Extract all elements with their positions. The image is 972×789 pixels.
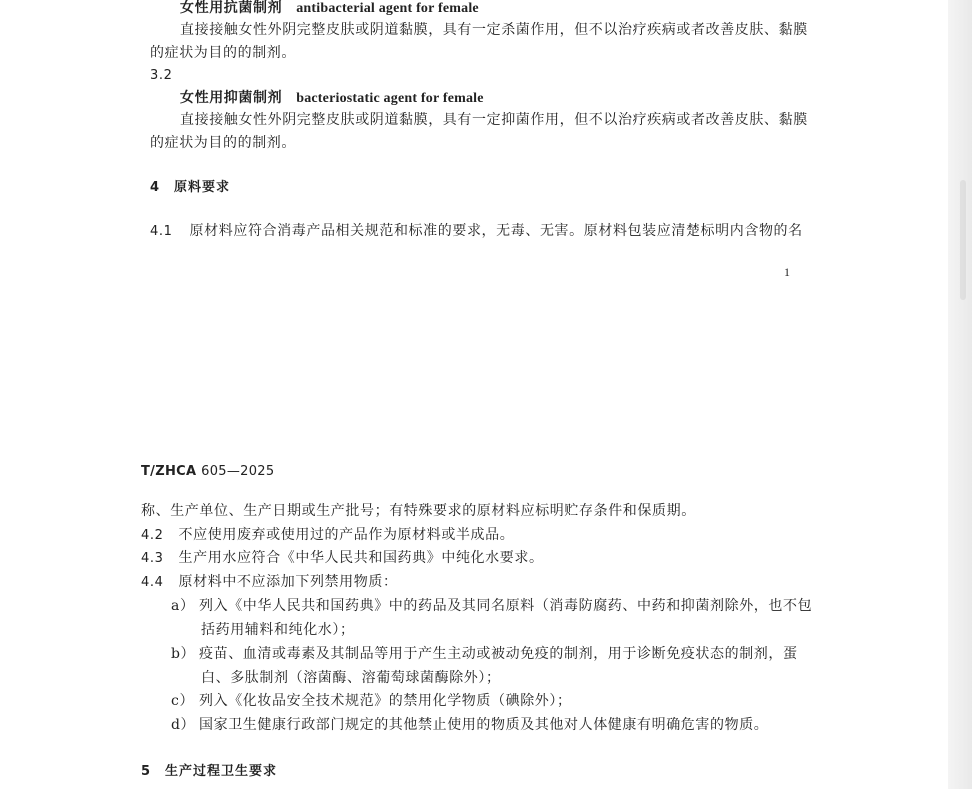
- list-item-b-label: b）: [171, 646, 196, 662]
- clause-4-3-text: 生产用水应符合《中华人民共和国药典》中纯化水要求。: [178, 550, 544, 566]
- vertical-scrollbar[interactable]: [948, 0, 972, 789]
- clause-4-3-number: 4.3: [141, 551, 164, 566]
- clause-4-1: [150, 221, 803, 242]
- list-item-a-line2: 括药用辅料和纯化水）；: [201, 622, 355, 638]
- list-item-c-label: c）: [171, 693, 195, 709]
- scrollbar-thumb[interactable]: [960, 180, 966, 300]
- clause-4-2-text: 不应使用废弃或使用过的产品作为原材料或半成品。: [178, 527, 515, 543]
- page-number: 1: [784, 265, 790, 279]
- section-3-2-number: 3.2: [150, 68, 173, 83]
- list-item-b: [171, 644, 798, 664]
- list-item-c-text: 列入《化妆品安全技术规范》的禁用化学物质（碘除外）；: [199, 693, 572, 709]
- list-item-d-text: 国家卫生健康行政部门规定的其他禁止使用的物质及其他对人体健康有明确危害的物质。: [199, 717, 769, 733]
- list-item-b-line2: 白、多肽制剂（溶菌酶、溶葡萄球菌酶除外）；: [201, 670, 501, 686]
- clause-4-4-text: 原材料中不应添加下列禁用物质：: [178, 574, 398, 590]
- term-3-1-definition-line2: 的症状为目的的制剂。: [150, 45, 296, 61]
- list-item-b-text: 疫苗、血清或毒素及其制品等用于产生主动或被动免疫的制剂，用于诊断免疫状态的制剂，蛋: [199, 646, 798, 662]
- term-3-1-title-en: antibacterial agent for female: [296, 1, 479, 16]
- term-3-1-title-cn: 女性用抗菌制剂: [180, 0, 283, 16]
- term-3-2-definition-line2: 的症状为目的的制剂。: [150, 135, 296, 151]
- clause-4-2-number: 4.2: [141, 528, 164, 543]
- clause-4-2: [141, 525, 514, 546]
- list-item-d-label: d）: [171, 717, 196, 733]
- standard-code: T/ZHCA: [141, 464, 197, 479]
- list-item-a-label: a）: [171, 598, 195, 614]
- standard-code-header: [141, 464, 274, 479]
- term-3-1-title: [180, 0, 479, 19]
- clause-4-4: [141, 572, 398, 593]
- clause-4-1-number: 4.1: [150, 224, 173, 239]
- term-3-1-definition-line1: 直接接触女性外阴完整皮肤或阴道黏膜，具有一定杀菌作用，但不以治疗疾病或者改善皮肤、黏膜: [180, 22, 808, 38]
- term-3-2-title-en: bacteriostatic agent for female: [296, 91, 484, 106]
- section-4-heading: 4 原料要求: [150, 180, 231, 195]
- section-5-heading: 5 生产过程卫生要求: [141, 764, 278, 779]
- list-item-d: [171, 715, 768, 735]
- clause-4-4-number: 4.4: [141, 575, 164, 590]
- clause-4-1-continuation: 称、生产单位、生产日期或生产批号；有特殊要求的原材料应标明贮存条件和保质期。: [141, 503, 696, 519]
- page-2: [0, 450, 948, 789]
- term-3-2-title: [180, 88, 484, 109]
- list-item-a: [171, 596, 812, 616]
- clause-4-3: [141, 548, 544, 569]
- term-3-2-title-cn: 女性用抑菌制剂: [180, 90, 283, 106]
- standard-year: 605—2025: [201, 464, 275, 479]
- list-item-c: [171, 691, 572, 711]
- list-item-a-text: 列入《中华人民共和国药典》中的药品及其同名原料（消毒防腐药、中药和抑菌剂除外，也不包: [199, 598, 813, 614]
- clause-4-1-text: 原材料应符合消毒产品相关规范和标准的要求，无毒、无害。原材料包装应清楚标明内含物的名: [189, 223, 803, 239]
- term-3-2-definition-line1: 直接接触女性外阴完整皮肤或阴道黏膜，具有一定抑菌作用，但不以治疗疾病或者改善皮肤、黏膜: [180, 112, 808, 128]
- page-gap: [0, 288, 948, 450]
- page-1: [0, 0, 948, 288]
